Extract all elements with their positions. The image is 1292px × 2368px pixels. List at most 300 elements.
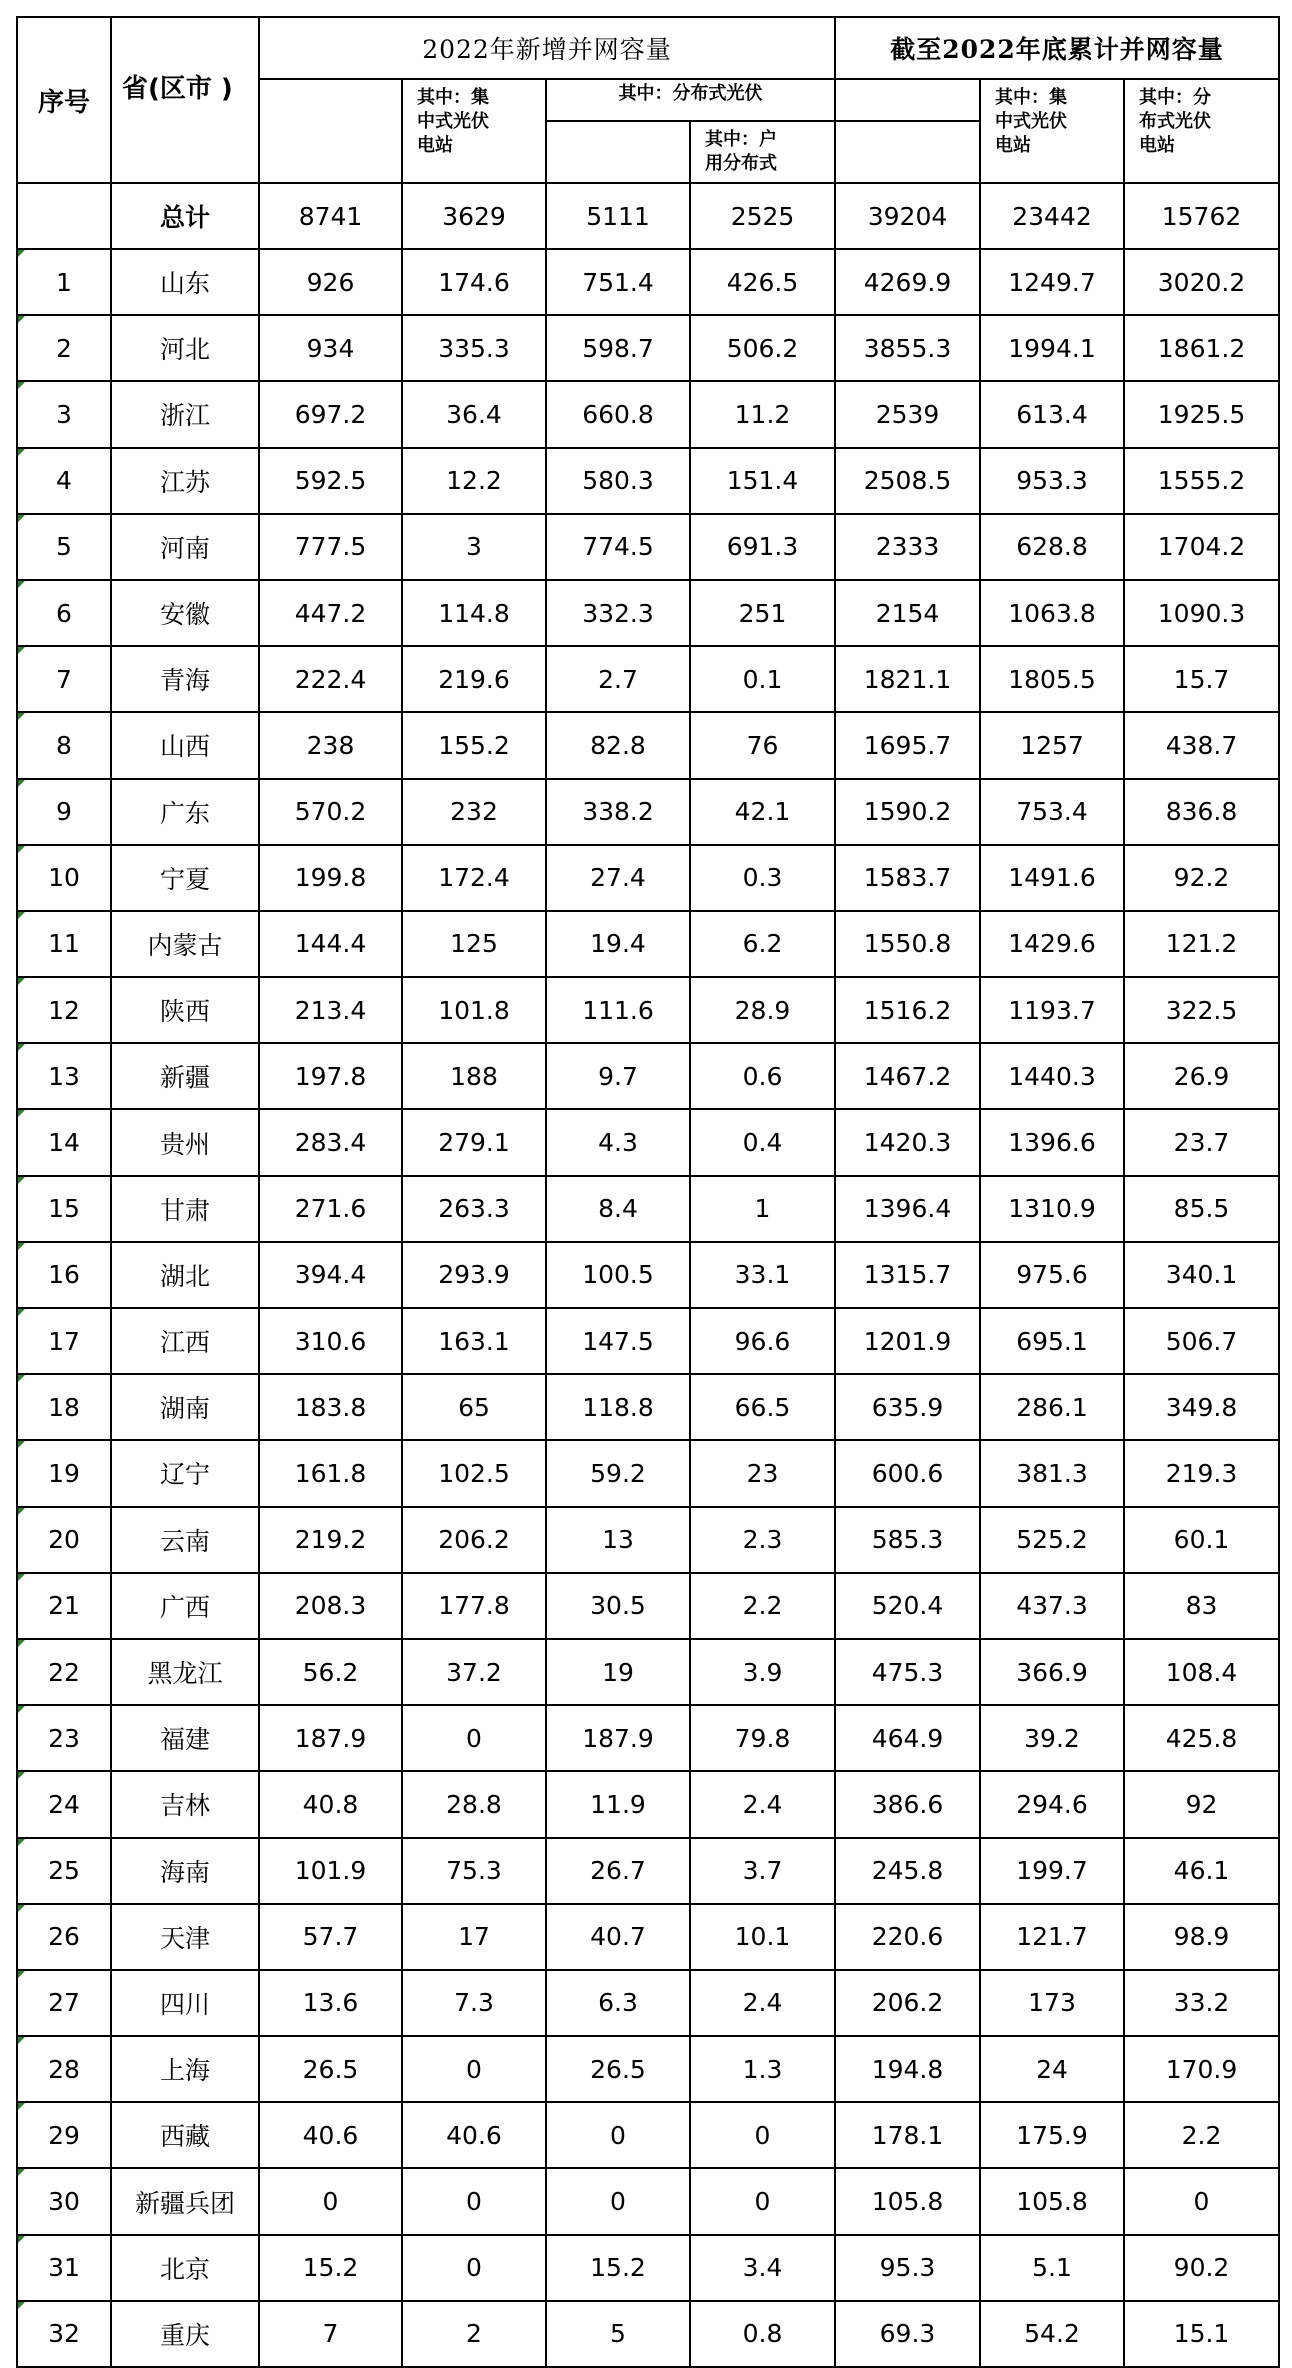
row-value: 1861.2 [1124,315,1279,381]
row-value: 213.4 [259,977,402,1043]
row-value: 206.2 [835,1970,980,2036]
row-value: 197.8 [259,1043,402,1109]
header-new-2022: 2022年新增并网容量 [259,17,835,79]
row-province: 浙江 [111,381,259,447]
row-seq: 25 [17,1838,111,1904]
row-value: 0 [690,2168,835,2234]
row-value: 121.7 [980,1904,1124,1970]
table-row [17,1043,1279,1109]
row-value: 178.1 [835,2102,980,2168]
row-seq: 29 [17,2102,111,2168]
row-value: 101.8 [402,977,546,1043]
row-value: 54.2 [980,2301,1124,2367]
row-value: 102.5 [402,1440,546,1506]
row-value: 2539 [835,381,980,447]
row-value: 92 [1124,1771,1279,1837]
row-value: 580.3 [546,448,690,514]
table-row [17,2301,1279,2367]
row-value: 1440.3 [980,1043,1124,1109]
row-seq: 13 [17,1043,111,1109]
row-value: 0 [1124,2168,1279,2234]
row-seq: 6 [17,580,111,646]
row-value: 208.3 [259,1573,402,1639]
row-value: 0.4 [690,1109,835,1175]
row-value: 161.8 [259,1440,402,1506]
row-value: 628.8 [980,514,1124,580]
row-value: 2154 [835,580,980,646]
row-seq: 12 [17,977,111,1043]
row-value: 635.9 [835,1374,980,1440]
row-value: 26.5 [546,2036,690,2102]
row-value: 76 [690,712,835,778]
table-row [17,1639,1279,1705]
row-value: 836.8 [1124,779,1279,845]
row-value: 219.3 [1124,1440,1279,1506]
row-value: 691.3 [690,514,835,580]
row-value: 39.2 [980,1705,1124,1771]
row-value: 101.9 [259,1838,402,1904]
row-value: 1550.8 [835,911,980,977]
row-value: 175.9 [980,2102,1124,2168]
row-seq: 15 [17,1176,111,1242]
row-value: 42.1 [690,779,835,845]
row-value: 24 [980,2036,1124,2102]
header-cum-total-blank-2 [835,121,980,183]
row-province: 黑龙江 [111,1639,259,1705]
row-value: 0 [402,1705,546,1771]
row-value: 56.2 [259,1639,402,1705]
row-value: 60.1 [1124,1507,1279,1573]
row-value: 232 [402,779,546,845]
row-seq: 28 [17,2036,111,2102]
row-province: 河北 [111,315,259,381]
row-value: 11.2 [690,381,835,447]
row-value: 279.1 [402,1109,546,1175]
row-value: 7 [259,2301,402,2367]
row-value: 125 [402,911,546,977]
row-seq: 20 [17,1507,111,1573]
row-seq: 10 [17,845,111,911]
row-value: 4269.9 [835,249,980,315]
header-cumulative: 截至2022年底累计并网容量 [835,17,1279,79]
row-value: 147.5 [546,1308,690,1374]
row-value: 33.1 [690,1242,835,1308]
row-value: 338.2 [546,779,690,845]
row-value: 9.7 [546,1043,690,1109]
row-value: 592.5 [259,448,402,514]
row-value: 13.6 [259,1970,402,2036]
row-value: 1315.7 [835,1242,980,1308]
table-row [17,2235,1279,2301]
table-row [17,2168,1279,2234]
row-seq: 17 [17,1308,111,1374]
row-value: 753.4 [980,779,1124,845]
row-value: 245.8 [835,1838,980,1904]
row-province: 吉林 [111,1771,259,1837]
row-value: 1420.3 [835,1109,980,1175]
row-value: 121.2 [1124,911,1279,977]
row-value: 0 [690,2102,835,2168]
row-value: 598.7 [546,315,690,381]
row-value: 1805.5 [980,646,1124,712]
row-value: 1590.2 [835,779,980,845]
row-value: 340.1 [1124,1242,1279,1308]
row-value: 82.8 [546,712,690,778]
row-value: 219.2 [259,1507,402,1573]
row-value: 172.4 [402,845,546,911]
row-value: 293.9 [402,1242,546,1308]
row-province: 辽宁 [111,1440,259,1506]
row-value: 96.6 [690,1308,835,1374]
table-row [17,315,1279,381]
row-value: 183.8 [259,1374,402,1440]
row-province: 福建 [111,1705,259,1771]
row-value: 3.7 [690,1838,835,1904]
row-value: 12.2 [402,448,546,514]
row-seq: 27 [17,1970,111,2036]
row-value: 23.7 [1124,1109,1279,1175]
row-value: 1821.1 [835,646,980,712]
row-province: 山东 [111,249,259,315]
table-row [17,2036,1279,2102]
row-seq: 21 [17,1573,111,1639]
row-seq: 18 [17,1374,111,1440]
row-value: 1310.9 [980,1176,1124,1242]
row-province: 海南 [111,1838,259,1904]
row-seq: 2 [17,315,111,381]
row-value: 26.9 [1124,1043,1279,1109]
row-value: 1396.4 [835,1176,980,1242]
table-row [17,381,1279,447]
row-value: 283.4 [259,1109,402,1175]
row-value: 506.2 [690,315,835,381]
row-value: 19 [546,1639,690,1705]
row-value: 7.3 [402,1970,546,2036]
total-value: 2525 [690,183,835,249]
row-value: 1090.3 [1124,580,1279,646]
row-seq: 5 [17,514,111,580]
row-value: 1 [690,1176,835,1242]
row-value: 30.5 [546,1573,690,1639]
row-value: 19.4 [546,911,690,977]
row-value: 46.1 [1124,1838,1279,1904]
row-value: 98.9 [1124,1904,1279,1970]
header-distributed: 其中：分布式光伏 [546,79,835,121]
row-value: 381.3 [980,1440,1124,1506]
row-value: 222.4 [259,646,402,712]
row-province: 四川 [111,1970,259,2036]
row-value: 40.7 [546,1904,690,1970]
row-value: 26.7 [546,1838,690,1904]
row-value: 118.8 [546,1374,690,1440]
row-value: 0.1 [690,646,835,712]
row-value: 332.3 [546,580,690,646]
row-value: 2508.5 [835,448,980,514]
row-province: 内蒙古 [111,911,259,977]
row-seq: 11 [17,911,111,977]
row-seq: 30 [17,2168,111,2234]
row-value: 15.7 [1124,646,1279,712]
row-value: 1396.6 [980,1109,1124,1175]
table-row [17,1970,1279,2036]
row-value: 1555.2 [1124,448,1279,514]
row-value: 1583.7 [835,845,980,911]
row-province: 湖南 [111,1374,259,1440]
total-value: 23442 [980,183,1124,249]
row-value: 286.1 [980,1374,1124,1440]
row-seq: 24 [17,1771,111,1837]
row-province: 江苏 [111,448,259,514]
row-value: 177.8 [402,1573,546,1639]
row-value: 0 [402,2168,546,2234]
row-value: 10.1 [690,1904,835,1970]
row-seq: 16 [17,1242,111,1308]
row-value: 926 [259,249,402,315]
row-value: 1429.6 [980,911,1124,977]
row-value: 219.6 [402,646,546,712]
row-value: 1063.8 [980,580,1124,646]
row-value: 105.8 [980,2168,1124,2234]
row-value: 464.9 [835,1705,980,1771]
table-row [17,712,1279,778]
row-value: 520.4 [835,1573,980,1639]
table-row [17,1904,1279,1970]
row-value: 774.5 [546,514,690,580]
row-value: 425.8 [1124,1705,1279,1771]
row-value: 447.2 [259,580,402,646]
header-cum-centralized: 其中：集 中式光伏 电站 [980,79,1124,183]
row-value: 1695.7 [835,712,980,778]
row-seq: 31 [17,2235,111,2301]
row-value: 3 [402,514,546,580]
row-value: 188 [402,1043,546,1109]
row-value: 3.9 [690,1639,835,1705]
row-value: 151.4 [690,448,835,514]
row-value: 570.2 [259,779,402,845]
table-row [17,1771,1279,1837]
row-value: 366.9 [980,1639,1124,1705]
row-province: 湖北 [111,1242,259,1308]
row-value: 105.8 [835,2168,980,2234]
row-value: 1249.7 [980,249,1124,315]
row-value: 40.8 [259,1771,402,1837]
row-value: 386.6 [835,1771,980,1837]
row-value: 0 [546,2102,690,2168]
row-province: 重庆 [111,2301,259,2367]
row-value: 65 [402,1374,546,1440]
total-value: 3629 [402,183,546,249]
row-value: 2.4 [690,1771,835,1837]
header-centralized: 其中：集 中式光伏 电站 [402,79,546,183]
row-value: 585.3 [835,1507,980,1573]
row-value: 5.1 [980,2235,1124,2301]
row-province: 广西 [111,1573,259,1639]
table-row [17,1308,1279,1374]
row-value: 11.9 [546,1771,690,1837]
table-row [17,911,1279,977]
row-value: 1193.7 [980,977,1124,1043]
row-value: 613.4 [980,381,1124,447]
row-value: 0.6 [690,1043,835,1109]
row-value: 5 [546,2301,690,2367]
row-value: 194.8 [835,2036,980,2102]
row-value: 95.3 [835,2235,980,2301]
row-value: 85.5 [1124,1176,1279,1242]
table-row [17,977,1279,1043]
row-value: 751.4 [546,249,690,315]
row-value: 263.3 [402,1176,546,1242]
row-value: 3855.3 [835,315,980,381]
row-value: 199.7 [980,1838,1124,1904]
header-new-total-blank [259,79,402,183]
row-value: 506.7 [1124,1308,1279,1374]
row-province: 天津 [111,1904,259,1970]
table-row [17,249,1279,315]
row-value: 1491.6 [980,845,1124,911]
row-value: 27.4 [546,845,690,911]
table-row [17,580,1279,646]
row-value: 0.8 [690,2301,835,2367]
row-value: 26.5 [259,2036,402,2102]
row-value: 475.3 [835,1639,980,1705]
row-province: 山西 [111,712,259,778]
row-province: 宁夏 [111,845,259,911]
row-value: 1516.2 [835,977,980,1043]
table-row [17,1176,1279,1242]
row-value: 163.1 [402,1308,546,1374]
row-value: 206.2 [402,1507,546,1573]
row-value: 1994.1 [980,315,1124,381]
row-value: 92.2 [1124,845,1279,911]
row-value: 173 [980,1970,1124,2036]
table-row [17,2102,1279,2168]
row-seq: 9 [17,779,111,845]
row-province: 安徽 [111,580,259,646]
table-row [17,1440,1279,1506]
row-value: 187.9 [546,1705,690,1771]
table-row [17,1242,1279,1308]
row-province: 贵州 [111,1109,259,1175]
row-value: 79.8 [690,1705,835,1771]
row-value: 0.3 [690,845,835,911]
table-row [17,646,1279,712]
row-value: 37.2 [402,1639,546,1705]
row-value: 15.2 [259,2235,402,2301]
row-value: 6.3 [546,1970,690,2036]
row-value: 90.2 [1124,2235,1279,2301]
row-value: 155.2 [402,712,546,778]
row-seq: 23 [17,1705,111,1771]
row-value: 525.2 [980,1507,1124,1573]
row-value: 660.8 [546,381,690,447]
row-value: 695.1 [980,1308,1124,1374]
row-value: 310.6 [259,1308,402,1374]
row-value: 83 [1124,1573,1279,1639]
row-seq: 4 [17,448,111,514]
row-value: 28.8 [402,1771,546,1837]
row-value: 1925.5 [1124,381,1279,447]
row-value: 1704.2 [1124,514,1279,580]
total-value: 8741 [259,183,402,249]
row-province: 新疆 [111,1043,259,1109]
row-value: 114.8 [402,580,546,646]
total-row [17,183,1279,249]
row-province: 陕西 [111,977,259,1043]
row-province: 北京 [111,2235,259,2301]
total-label: 总计 [111,183,259,249]
row-province: 新疆兵团 [111,2168,259,2234]
row-seq: 22 [17,1639,111,1705]
row-seq: 14 [17,1109,111,1175]
row-value: 600.6 [835,1440,980,1506]
row-value: 69.3 [835,2301,980,2367]
row-value: 40.6 [259,2102,402,2168]
row-value: 144.4 [259,911,402,977]
row-value: 2333 [835,514,980,580]
row-value: 23 [690,1440,835,1506]
row-value: 17 [402,1904,546,1970]
row-value: 697.2 [259,381,402,447]
row-value: 322.5 [1124,977,1279,1043]
total-value: 39204 [835,183,980,249]
row-seq: 19 [17,1440,111,1506]
row-seq: 3 [17,381,111,447]
row-value: 170.9 [1124,2036,1279,2102]
row-value: 0 [259,2168,402,2234]
row-value: 15.2 [546,2235,690,2301]
row-value: 2.7 [546,646,690,712]
row-province: 青海 [111,646,259,712]
row-value: 220.6 [835,1904,980,1970]
header-province: 省(区市 ) [111,17,259,183]
row-value: 28.9 [690,977,835,1043]
row-value: 40.6 [402,2102,546,2168]
row-value: 294.6 [980,1771,1124,1837]
row-seq: 7 [17,646,111,712]
row-province: 河南 [111,514,259,580]
row-value: 426.5 [690,249,835,315]
row-value: 953.3 [980,448,1124,514]
row-value: 3020.2 [1124,249,1279,315]
table-row [17,514,1279,580]
row-value: 187.9 [259,1705,402,1771]
row-value: 75.3 [402,1838,546,1904]
row-value: 0 [402,2036,546,2102]
row-value: 36.4 [402,381,546,447]
row-value: 238 [259,712,402,778]
row-value: 108.4 [1124,1639,1279,1705]
row-value: 2 [402,2301,546,2367]
row-value: 66.5 [690,1374,835,1440]
row-province: 广东 [111,779,259,845]
row-province: 云南 [111,1507,259,1573]
table-row [17,448,1279,514]
row-value: 934 [259,315,402,381]
row-value: 975.6 [980,1242,1124,1308]
table-row [17,1705,1279,1771]
row-value: 777.5 [259,514,402,580]
row-value: 59.2 [546,1440,690,1506]
header-distributed-blank [546,121,690,183]
row-value: 271.6 [259,1176,402,1242]
row-value: 111.6 [546,977,690,1043]
table-row [17,1374,1279,1440]
row-seq: 8 [17,712,111,778]
row-value: 15.1 [1124,2301,1279,2367]
capacity-table-sheet [16,16,1278,2368]
row-value: 2.3 [690,1507,835,1573]
row-value: 4.3 [546,1109,690,1175]
